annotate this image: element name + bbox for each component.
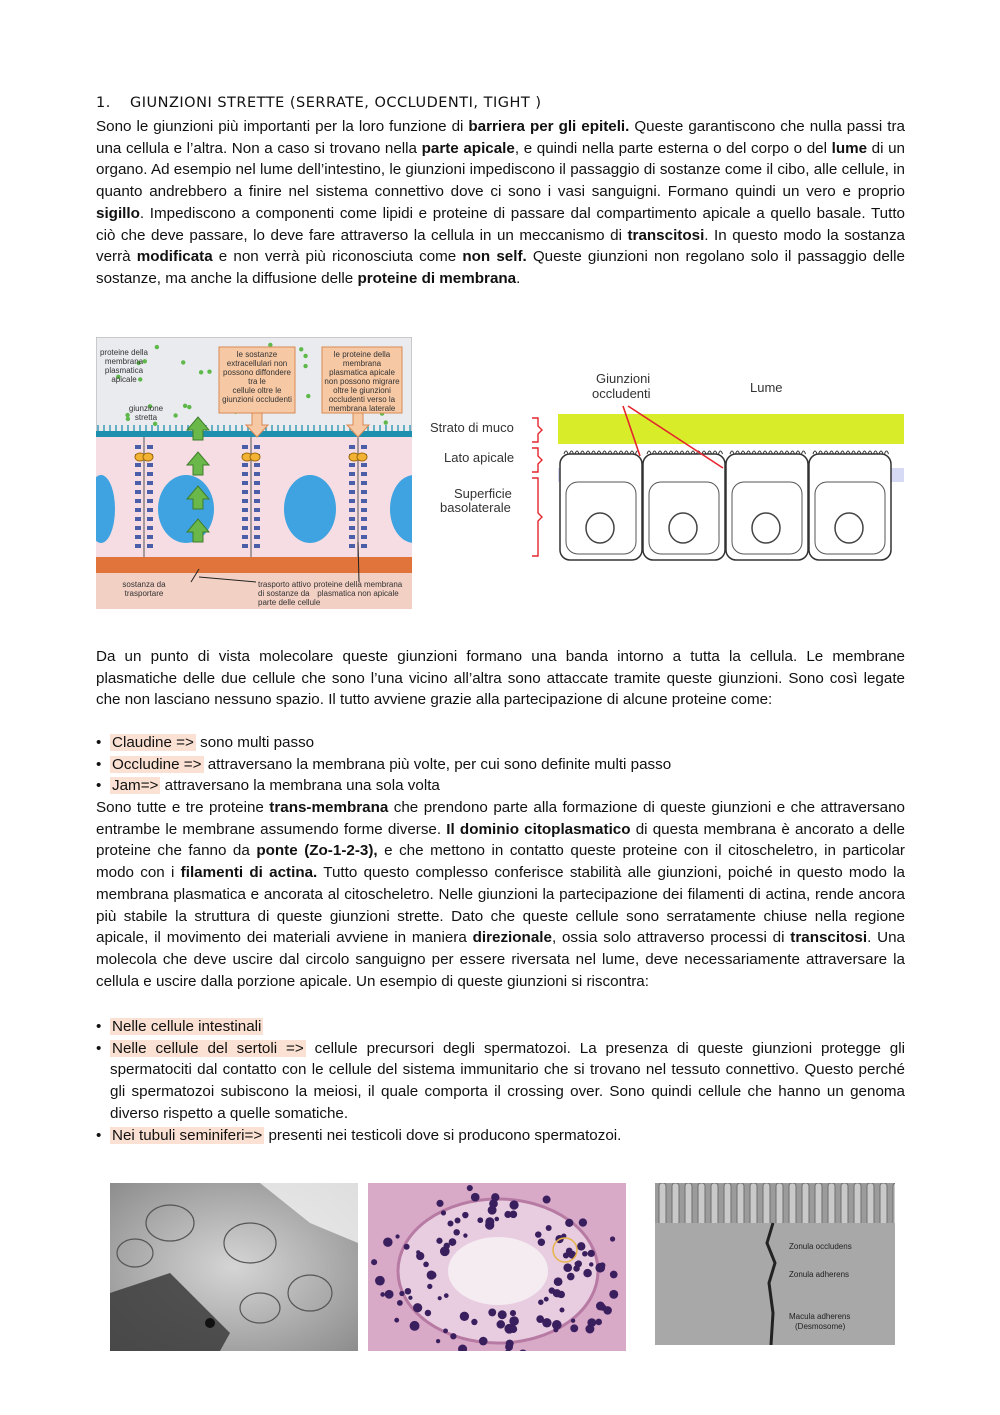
text-run: Tutto questo complesso conferisce stabilità alle giunzioni, poiché in questo modo la membrana plasmatica e ancorata al citoscheletro. Nelle giunzioni la partecipazione dei filamenti di actina, rende ancora più stabile la struttura di queste giunzioni strette. Dato che queste cellule sono serratamente chiuse nella regione apicale, il movimento dei materiali avviene in maniera: [96, 864, 906, 947]
diagram-label: parte delle cellule: [258, 598, 321, 607]
apical-label: Lato apicale: [444, 450, 515, 465]
diagram-label: giunzioni occludenti: [222, 395, 292, 404]
text-run: . Impediscono a componenti come lipidi e proteine di passare dal compartimento apicale a quello basale. Tutto ciò che deve passare, lo deve fare attraverso la cellula in un meccanismo di: [96, 204, 905, 244]
diagram-label: proteine della membrana: [313, 580, 403, 589]
diagram-label: plasmatica apicale: [329, 368, 395, 377]
bold-term: lume: [831, 139, 868, 157]
bold-term: Il dominio citoplasmatico: [446, 820, 631, 838]
diagram-label: membrana: [104, 357, 144, 366]
bold-term: sigillo: [96, 204, 140, 222]
nucleus: [158, 475, 214, 543]
diagram-label: sostanza da: [122, 580, 166, 589]
diagram-label: plasmatica: [104, 366, 144, 375]
list-item-text: sono multi passo: [195, 734, 315, 751]
list-item: [96, 775, 905, 797]
diagram-label: proteine della: [99, 348, 149, 357]
diagram-label: le sostanze: [236, 350, 278, 359]
bold-term: trans-membrana: [269, 799, 389, 816]
diagram-label: di sostanze da: [258, 589, 310, 598]
bracket-apical: [532, 448, 542, 472]
list-item: [96, 1038, 905, 1125]
highlighted-term: Nelle cellule del sertoli =>: [112, 1039, 304, 1057]
text-run: .: [516, 269, 521, 287]
diagram-label: occludenti verso la: [328, 395, 396, 404]
bold-term: modificata: [136, 248, 213, 266]
highlighted-term: Nelle cellule intestinali: [112, 1018, 262, 1035]
basolateral-label-line2: basolaterale: [440, 500, 511, 515]
list-item: [96, 732, 905, 754]
diagram-label: possono diffondere: [223, 368, 291, 377]
highlighted-term: Claudine =>: [112, 734, 194, 751]
list-item-text: attraversano la membrana più volte, per cui sono definite multi passo: [203, 755, 672, 773]
text-run: Queste garantiscono che nulla passi tra una cellula e l’altra. Non a caso si trovano nella: [96, 118, 905, 157]
diagram-label: non possono migrare: [324, 377, 400, 386]
heading-number: 1.: [96, 95, 111, 111]
electron-micrograph-sertoli: [110, 1183, 358, 1351]
diagram-label: oltre le giunzioni: [333, 386, 391, 395]
text-run: , ossia solo attraverso processi di: [551, 929, 791, 947]
diagram-label: apicale: [111, 375, 137, 384]
text-run: di un organo. Ad esempio nel lume dell’intestino, le giunzioni impediscono il passaggio di sostanze come il cibo, alle cellule, in quanto andrebbero a finire nel sistema connettivo dove ci sono i vasi sanguigni. Formano quindi un vero e proprio: [96, 139, 905, 201]
basolateral-label-line1: Superficie: [454, 486, 512, 501]
electron-micrograph-junctional-complex: [655, 1183, 895, 1345]
diagram-label: stretta: [134, 413, 158, 422]
text-run: , e quindi nella parte esterna o del corpo o del: [514, 139, 832, 157]
histology-seminiferous-tubule: [368, 1183, 626, 1351]
lume-label: Lume: [750, 380, 783, 395]
diagram-label: trasportare: [124, 589, 164, 598]
bold-term: transcitosi: [627, 226, 705, 244]
highlighted-term: Jam=>: [112, 777, 159, 795]
bold-term: non self.: [462, 248, 527, 266]
diagram-label: cellule oltre le: [232, 386, 282, 395]
diagram-label: extracellulari non: [226, 359, 288, 368]
bold-term: barriera per gli epiteli.: [468, 118, 630, 135]
text-run: Queste giunzioni non regolano solo il passaggio delle sostanze, ma anche la diffusione delle: [96, 248, 905, 287]
diagram-label: giunzione: [128, 404, 164, 413]
tight-junction-diagram: [96, 337, 412, 609]
bracket-mucus: [532, 418, 542, 442]
list-item: [96, 1125, 905, 1147]
bold-term: parte apicale: [421, 139, 515, 157]
highlighted-term: Occludine =>: [112, 755, 202, 773]
text-run: e non verrà più riconosciuta come: [212, 248, 463, 266]
list-item-text: cellule precursori degli spermatozoi. La presenza di queste giunzioni protegge gli spermatociti dal contatto con le cellule del sistema immunitario che si trovano nel tessuto connettivo. Questo perché gli spermatozoi subiscono la meiosi, il quale comporta il crossing over. Sono quindi cellule che hanno un genoma diverso rispetto a quelle somatiche.: [110, 1039, 905, 1122]
examples-list: [96, 1016, 905, 1146]
epithelium-junction-diagram: [428, 368, 904, 568]
fig-title-line2: occludenti: [592, 386, 651, 401]
heading-title: GIUNZIONI STRETTE (SERRATE, OCCLUDENTI, TIGHT ): [130, 95, 542, 111]
highlighted-term: Nei tubuli seminiferi=>: [112, 1126, 263, 1144]
protein-list: [96, 732, 905, 797]
bold-term: transcitosi: [790, 929, 868, 947]
bold-term: direzionale: [472, 929, 552, 947]
micro-label-adherens: Zonula adherens: [789, 1270, 850, 1279]
list-item: [96, 754, 905, 776]
list-item-text: presenti nei testicoli dove si producono spermatozoi.: [264, 1126, 622, 1144]
molecular-paragraph: Da un punto di vista molecolare queste giunzioni formano una banda intorno a tutta la cellula. Le membrane plasmatiche delle due cellule che sono l’una vicino all’altra sono attaccate tramite queste giunzioni. Sono così legate che non lasciano nessuno spazio. Il tutto avviene grazie alla partecipazione di alcune proteine come:: [96, 648, 905, 709]
text-run: . In questo modo la sostanza verrà: [96, 226, 905, 266]
bracket-basolateral: [532, 478, 542, 556]
section-heading: [96, 95, 542, 111]
micro-label-macula: Macula adherens: [789, 1312, 851, 1321]
diagram-label: membrana: [342, 359, 382, 368]
diagram-label: tra le: [248, 377, 266, 386]
text-run: Sono tutte e tre proteine: [96, 799, 270, 816]
micro-label-occludens: Zonula occludens: [789, 1242, 852, 1251]
mucus-label: Strato di muco: [430, 420, 514, 435]
diagram-label: membrana laterale: [328, 404, 396, 413]
diagram-label: le proteine della: [333, 350, 391, 359]
micro-label-desmosome: (Desmosome): [795, 1322, 846, 1331]
text-run: Sono le giunzioni più importanti per la loro funzione di: [96, 118, 469, 135]
mucus-layer: [558, 414, 904, 444]
diagram-label: trasporto attivo: [258, 580, 311, 589]
text-run: di questa membrana è ancorato a delle proteine che fanno da: [96, 820, 905, 860]
nucleus: [284, 475, 336, 543]
complex-paragraph: [96, 797, 905, 992]
bold-term: filamenti di actina.: [180, 864, 318, 882]
diagram-label: plasmatica non apicale: [317, 589, 399, 598]
list-item: [96, 1016, 905, 1038]
intro-paragraph: [96, 116, 905, 290]
text-run: e che mettono in contatto queste proteine con il citoscheletro, in particolar modo con i: [96, 842, 905, 882]
bold-term: ponte (Zo-1-2-3),: [256, 842, 378, 860]
fig-title-line1: Giunzioni: [596, 371, 651, 386]
text-run: . Una molecola che deve uscire dal circolo sanguigno per essere riversata nel lume, deve necessariamente attraversare la cellula e uscire dalla porzione apicale. Un esempio di queste giunzioni si riscontra:: [96, 929, 905, 990]
text-run: che prendono parte alla formazione di queste giunzioni e che attraversano entrambe le membrane assumendo forme diverse.: [96, 799, 905, 838]
list-item-text: attraversano la membrana una sola volta: [160, 777, 440, 795]
bold-term: proteine di membrana: [357, 269, 517, 287]
